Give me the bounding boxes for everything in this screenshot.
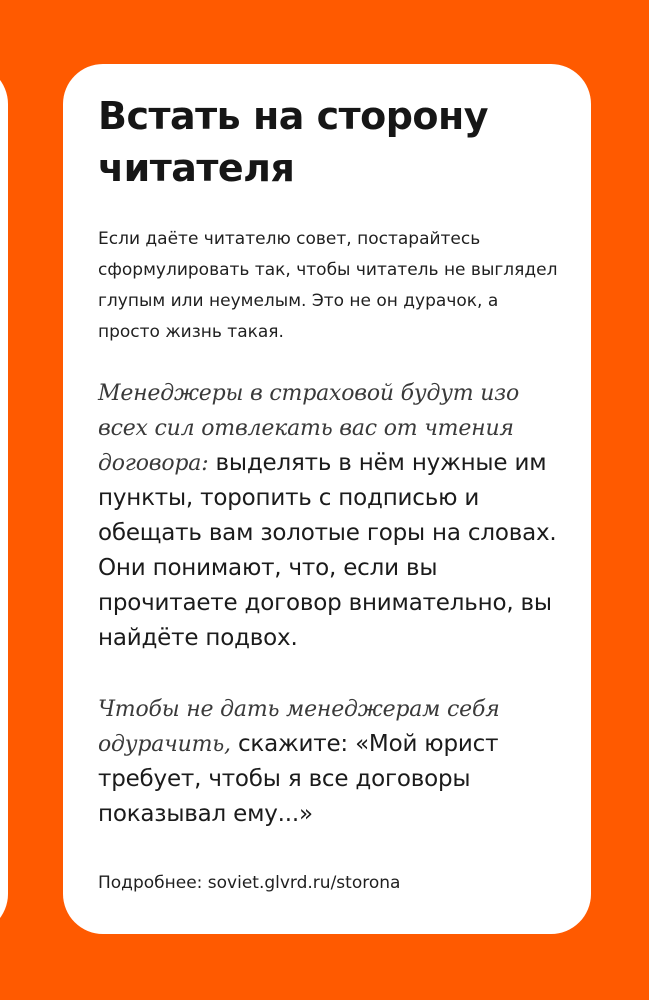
example-paragraph-2 <box>98 692 561 832</box>
example-1-italic: Менеджеры в страховой будут изо всех сил отвлекать вас от чтения договора: <box>98 381 520 476</box>
example-2-italic: Чтобы не дать менеджерам себя одурачить, <box>98 697 500 757</box>
example-1-text: выделять в нём нужные им пункты, торопить с подписью и обещать вам золотые горы на словах. Они понимают, что, если вы прочитаете договор внимательно, вы найдёте подвох. <box>98 450 557 651</box>
card-lead-text: Если даёте читателю совет, постарайтесь сформулировать так, чтобы читатель не выглядел глупым или неумелым. Это не он дурачок, а просто жизнь такая. <box>98 229 558 342</box>
example-paragraph-1 <box>98 376 561 656</box>
advice-card <box>63 64 591 934</box>
previous-card-edge <box>0 64 8 934</box>
more-info-link[interactable]: Подробнее: soviet.glvrd.ru/storona <box>98 873 401 893</box>
card-title: Встать на сторону читателя <box>98 94 489 190</box>
example-2-text: скажите: «Мой юрист требует, чтобы я все договоры показывал ему...» <box>98 731 499 827</box>
